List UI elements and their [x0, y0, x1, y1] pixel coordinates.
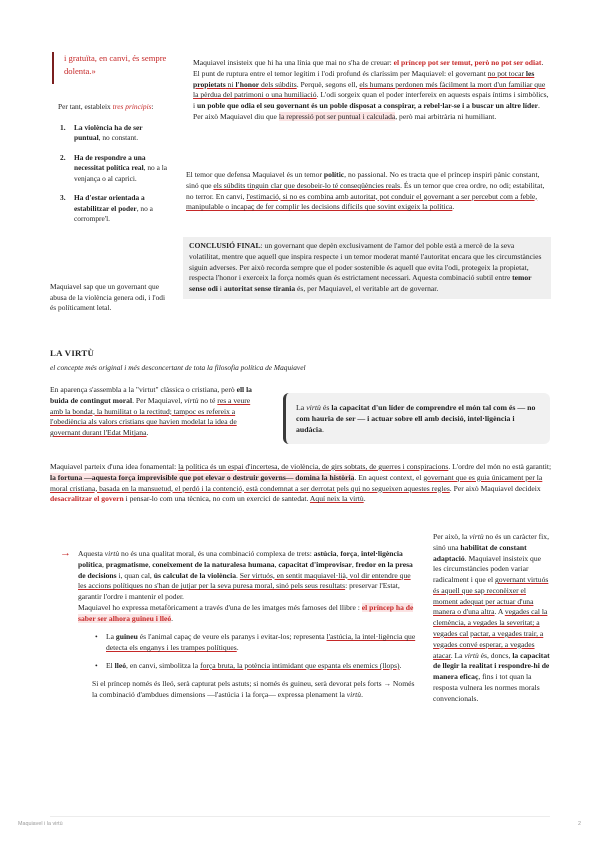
text: En aparença s'assembla a la "virtut" clàssica o cristiana, però [50, 385, 237, 394]
underlined: els humans perdonen més fàcilment la mort d'un familiar que la pèrdua del patrimoni o una humiliació [193, 79, 546, 100]
footer-divider [50, 816, 550, 817]
emphasis: virtù [306, 403, 321, 412]
trait: força [340, 549, 358, 558]
underlined: ni [225, 79, 236, 89]
emphasis: la capacitat de llegir la realitat i respondre-hi de manera eficaç [433, 650, 550, 682]
adaptation-paragraph [433, 532, 551, 705]
emphasis: temor sense odi [189, 273, 532, 294]
text: és, doncs, [478, 650, 513, 660]
text: . [363, 494, 366, 504]
item-bold: Ha d'estar orientada a estabilitzar el poder [74, 193, 145, 213]
trait: fredor en la presa de decisions [78, 559, 413, 580]
trait: ús calculat de la violència [153, 570, 236, 580]
underlined: no pot tocar [487, 68, 526, 78]
text: Maquiavel parteix d'una idea fonamental: [50, 462, 179, 471]
text: : un governant que depèn exclusivament de l'amor del poble està a mercè de la seva volatilitat, mentre que aquell que inspira respecte i un temor moderat manté l'autoritat encara que les circumstàncies siguin adverses. Per això recorda sempre que el poder sostenible és aquell que evita l'odi, protegeix la propietat, respecta l'honor i exerceix la força només quan és estrictament necessari. Aquesta combinació subtil entre [189, 241, 542, 283]
virtu-definition-callout [283, 393, 550, 444]
conclusion-label: CONCLUSIÓ FINAL [189, 241, 261, 250]
emphasis: desacralitzar el govern [50, 494, 124, 504]
text: no té [198, 395, 218, 405]
item-text: , no a la venjança o al caprici. [74, 163, 168, 183]
emphasis: ell la buida de contingut moral [50, 385, 252, 405]
text: La [296, 403, 307, 412]
list-item [58, 193, 170, 225]
item-number: 2. [60, 152, 66, 162]
section-header [50, 347, 550, 374]
text: . [171, 613, 174, 623]
text: . L'ordre del món no està garantit; [448, 462, 552, 471]
underlined: l'astúcia, la intel·ligència que detecta els enganys i les trampes polítiques [106, 632, 416, 653]
text: , [274, 559, 279, 569]
underlined: la política és un espai d'incertesa, de violència, de girs sobtats, de guerres i conspiracions [178, 462, 449, 471]
underlined: governant virtuós és aquell que sap reconèixer el moment adequat per actuar d'una manera o d'una altra [433, 575, 549, 617]
highlight: el príncep ha de saber ser alhora guineu i lleó [78, 602, 414, 623]
text: . És un temor que crea ordre, no odi; estabilitat, no terror. En canvi, [186, 180, 545, 201]
trait: astúcia [313, 549, 337, 558]
list-item [92, 661, 418, 672]
text: , [357, 549, 362, 558]
underlined: res a veure amb la bondat, la humilitat o la rectitud; tampoc es refereix a l'obediència als valors cristians que havien modelat la idea de governant durant l'Edat Mitjana [50, 395, 251, 438]
item-number: 1. [60, 122, 66, 132]
underlined: els súbdits tinguin clar que desobeir-lo té conseqüències reals [213, 180, 401, 190]
footer-title: Maquiavel i la virtù [18, 821, 63, 827]
virtu-traits-block [78, 549, 418, 700]
pull-quote [52, 52, 170, 84]
text: La [106, 632, 116, 642]
section-title: LA VIRTÙ [50, 348, 95, 358]
text: . [146, 428, 149, 438]
trait: pragmatisme [105, 559, 149, 569]
list-item [58, 153, 170, 185]
emphasis: virtù [346, 689, 362, 699]
text: , [102, 559, 106, 569]
text: . Maquiavel insisteix que les circumstàncies poden variar radicalment i que el [433, 553, 542, 585]
text: Si el príncep només és lleó, serà capturat pels astuts; si només és guineu, serà devorat pels forts → Només la combinació d'ambdues dimensions —l'astúcia i la força— expressa plenament la [92, 678, 415, 699]
principles-list [58, 123, 170, 225]
highlight: la repressió pot ser puntual i calculada [278, 111, 396, 121]
text: . A [494, 607, 505, 617]
underlined: l'estimació, si no es combina amb autoritat, pot conduir el governant a ser percebut com a feble, manipulable o incapaç de fer complir les decisions difícils que sovint exigeix la política [186, 191, 538, 212]
virtu-paragraph-fortuna [50, 462, 552, 505]
emphasis: virtù [464, 650, 479, 660]
underlined: dels súbdits [259, 79, 297, 89]
text: . L'odi sorgeix quan el poder interfereix en aquests espais íntims i simbòlics, i [193, 90, 549, 111]
item-text: , no constant. [98, 133, 139, 143]
metaphor-list [92, 632, 418, 671]
item-number: 3. [60, 193, 66, 203]
list-item [92, 632, 418, 654]
text: . Per això Maquiavel diu que [193, 101, 540, 121]
text: . El punt de ruptura entre el temor legítim i l'odi profund és claríssim per Maquiavel: el governant [193, 58, 544, 78]
emphasis: autoritat sense tirania [223, 284, 296, 294]
text: Per això, la [433, 532, 470, 541]
underlined: Aquí neix la virtù [309, 494, 364, 504]
section-subtitle: el concepte més original i més desconcertant de tota la filosofia política de Maquiavel [50, 363, 306, 373]
conclusion-box [183, 237, 551, 299]
page-number: 2 [578, 821, 581, 827]
text: és l'animal capaç de veure els paranys i evitar-los; representa [137, 632, 327, 642]
emphasis: la capacitat d'un líder de comprendre el món tal com és — no com hauria de ser — i actuar sobre ell amb decisió, intel·ligència i audàcia [296, 403, 536, 435]
text: i pensar-lo com una tècnica, no com un exercici de santedat. [123, 494, 310, 504]
text: Maquiavel insisteix que hi ha una línia que mai no s'ha de creuar: [193, 58, 394, 67]
emphasis: les propietats [193, 68, 535, 89]
item-bold: La violència ha de ser puntual [74, 122, 143, 143]
text: El temor que defensa Maquiavel és un temor [186, 170, 324, 179]
text: . En aquest context, el [354, 472, 424, 482]
principles-intro [58, 102, 170, 113]
item-text: , no a corrompre'l. [74, 203, 153, 224]
emphasis: virtù [104, 549, 120, 558]
text: , [351, 559, 356, 569]
text: , en canvi, simbolitza la [126, 661, 201, 671]
text: Maquiavel ho expressa metafòricament a través d'una de les imatges més famoses del llibre : [78, 602, 362, 612]
underlined: força bruta, la potència intimidant que espanta els enemics (llops) [200, 661, 400, 671]
text: , però mai arbitrària ni humiliant. [395, 111, 497, 121]
emphasis: virtù [469, 532, 484, 541]
text: . No es tracta que el príncep inspiri pànic constant, sinó que [186, 170, 540, 190]
underlined: Ser virtuós, en sentit maquiavel·lià, vol dir entendre que les accions polítiques no s'han de jutjar per la seva puresa moral, sinó pels seus resultats [78, 570, 411, 591]
trait: intel·ligència política [78, 549, 403, 569]
principles-block [58, 102, 170, 234]
emphasis: el príncep pot ser temut, però no pot ser odiat [393, 58, 542, 67]
text: . [361, 689, 363, 699]
text: no és un caràcter fix, sinó una [433, 532, 549, 552]
emphasis: polític [323, 170, 345, 179]
quote-text: i gratuïta, en canvi, és sempre dolenta.» [64, 53, 167, 77]
emphasis: un poble que odia el seu governant és un poble disposat a conspirar, a rebel·lar-se i a buscar un altre líder [197, 101, 538, 111]
text: i [217, 284, 224, 294]
trait: coneixement de la naturalesa humana [152, 559, 275, 569]
trait: capacitat d'improvisar [278, 559, 352, 569]
text: El [106, 661, 115, 671]
emphasis: habilitat de constant adaptació [433, 542, 527, 563]
hatred-paragraph [193, 58, 551, 123]
text: és, per Maquiavel, el veritable art de governar. [295, 284, 439, 294]
text: . [236, 643, 239, 653]
virtu-intro [50, 385, 262, 439]
emphasis: l'honor [235, 79, 260, 89]
text: . [322, 425, 324, 435]
principles-intro-end: : [151, 102, 154, 111]
text: : preservar l'Estat, garantir l'ordre i mantenir el poder. [78, 581, 400, 602]
emphasis: guineu [115, 632, 138, 642]
underlined: governant que es guia únicament per la moral cristiana, basada en la mansuetud, el perdó i la contenció, està condemnat a ser derrotat pels qui no segueixen aquestes regles [50, 472, 543, 493]
text: . [399, 661, 402, 671]
emphasis: lleó [114, 661, 127, 671]
underlined: vegades cal la clemència, a vegades la severitat; a vegades cal pactar, a vegades trair, a vegades convé esperar, a vegades atacar [433, 607, 548, 660]
closing-text: Maquiavel sap que un governant que abusa de la violència genera odi, i l'odi és políticament letal. [50, 282, 166, 313]
principles-intro-text: Per tant, estableix [58, 102, 113, 111]
text: és [320, 403, 332, 412]
principles-closing [50, 282, 168, 314]
text: . [452, 202, 455, 212]
conclusion-paragraph [92, 679, 418, 701]
text: . Perquè, segons ell, [296, 79, 360, 89]
text: . Per això Maquiavel decideix [449, 483, 541, 493]
arrow-right-icon: → [60, 547, 71, 559]
metaphor-paragraph [78, 603, 418, 625]
text: . Per Maquiavel, [132, 395, 185, 405]
fear-paragraph [186, 170, 551, 213]
text: , no passional [344, 170, 386, 179]
text: i, quan cal, [116, 570, 154, 580]
highlight: la fortuna —aquesta força imprevisible que pot elevar o destruir governs— domina la història [50, 472, 355, 482]
list-item [58, 123, 170, 144]
principles-intro-emphasis: tres principis [112, 102, 152, 111]
item-bold: Ha de respondre a una necessitat política real [74, 152, 146, 173]
text: . [236, 570, 240, 580]
text: no és una qualitat moral, és una combinació complexa de trets: [119, 549, 314, 558]
text: , fins i tot quan la resposta vulnera les normes morals convencionals. [433, 672, 540, 703]
text: . La [450, 650, 465, 660]
text: Aquesta [78, 549, 105, 558]
text: , [148, 559, 153, 569]
text: , [336, 549, 341, 558]
emphasis: virtù [184, 395, 199, 405]
traits-paragraph [78, 549, 418, 603]
